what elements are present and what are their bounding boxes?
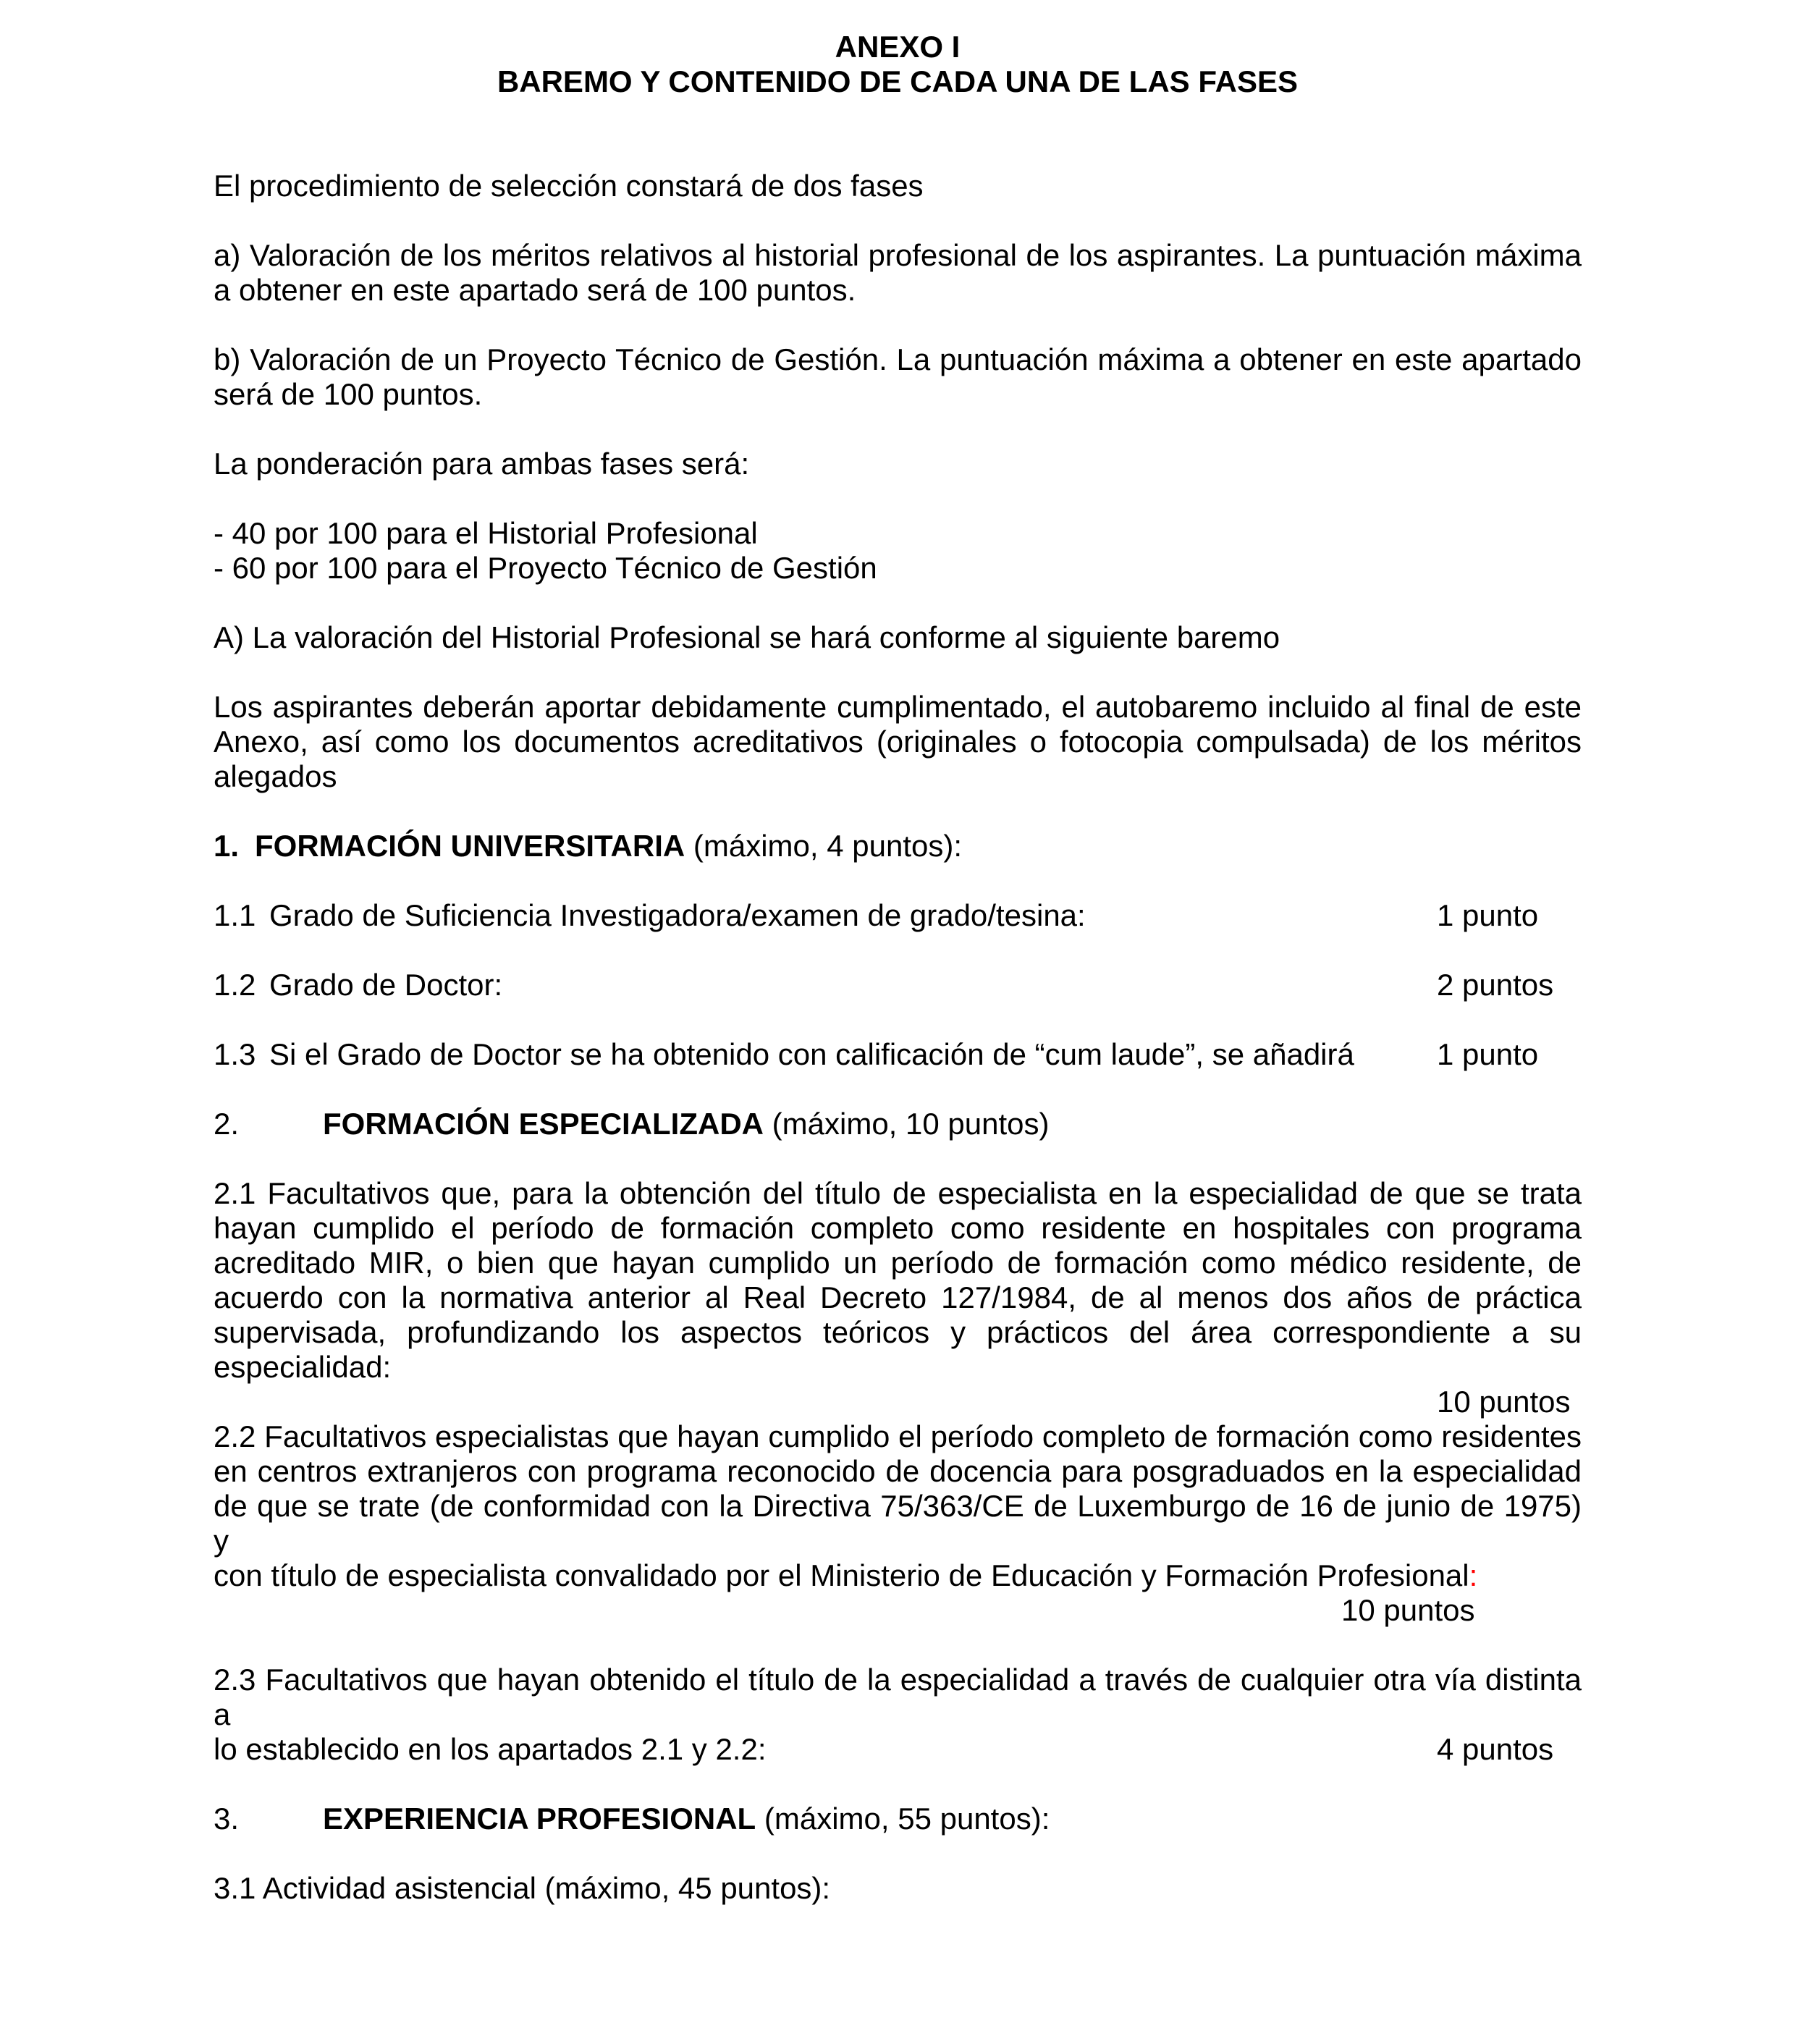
item-3-1: 3.1 Actividad asistencial (máximo, 45 puntos): (214, 1871, 831, 1905)
text-line: acreditado MIR, o bien que hayan cumplido un período de formación como médico residente, de (214, 1246, 1582, 1280)
paragraph-phase-b (214, 342, 1582, 412)
item-2-3-last-text: lo establecido en los apartados 2.1 y 2.2: (214, 1732, 767, 1766)
text-line: 2.3 Facultativos que hayan obtenido el título de la especialidad a través de cualquier otra vía distinta a (214, 1663, 1582, 1731)
item-2-3 (214, 1663, 1582, 1767)
section-1-number: 1. (214, 829, 240, 863)
item-1-2-points: 2 puntos (1437, 968, 1554, 1002)
text-line: 2.2 Facultativos especialistas que hayan cumplido el período completo de formación como residentes (214, 1419, 1582, 1453)
applicants-note (214, 690, 1582, 794)
doc-title-line-1: ANEXO I (835, 30, 961, 64)
text-line: Los aspirantes deberán aportar debidamente cumplimentado, el autobaremo incluido al final de este (214, 690, 1582, 724)
item-2-1-last-line (214, 1350, 1582, 1385)
item-2-1-points: 10 puntos (1437, 1385, 1571, 1419)
item-2-3-last-line (214, 1732, 1582, 1767)
doc-title-line-2: BAREMO Y CONTENIDO DE CADA UNA DE LAS FASES (497, 64, 1299, 98)
weighting-item-proyecto: - 60 por 100 para el Proyecto Técnico de Gestión (214, 551, 877, 585)
paragraph-phase-a (214, 238, 1582, 308)
text-line: 2.1 Facultativos que, para la obtención del título de especialista en la especialidad de que se trata (214, 1176, 1582, 1210)
item-2-2-points: 10 puntos (1341, 1593, 1475, 1627)
section-1-heading (214, 829, 1582, 863)
text-line: Anexo, así como los documentos acreditativos (originales o fotocopia compulsada) de los méritos (214, 725, 1582, 759)
item-2-2-body (214, 1419, 1582, 1558)
item-1-2-text: Grado de Doctor: (269, 968, 503, 1002)
section-2-number: 2. (214, 1107, 240, 1141)
scored-item-1-3 (214, 1037, 1582, 1072)
item-2-2 (214, 1419, 1582, 1593)
text-line: hayan cumplido el período de formación completo como residente en hospitales con programa (214, 1211, 1582, 1245)
section-3-suffix: (máximo, 55 puntos): (756, 1802, 1050, 1836)
item-1-1-points: 1 punto (1437, 898, 1539, 932)
weighting-list (214, 516, 1582, 586)
section-3-heading (214, 1802, 1582, 1836)
section-2-heading (214, 1107, 1582, 1141)
item-2-1-body (214, 1176, 1582, 1350)
item-2-1-last-text: especialidad: (214, 1350, 392, 1384)
text-line: a) Valoración de los méritos relativos al historial profesional de los aspirantes. La puntuación máxima (214, 238, 1582, 272)
item-1-2-number: 1.2 (214, 968, 256, 1002)
section-3-number: 3. (214, 1802, 240, 1836)
section-2-name: FORMACIÓN ESPECIALIZADA (323, 1107, 764, 1141)
item-1-3-text: Si el Grado de Doctor se ha obtenido con calificación de “cum laude”, se añadirá (269, 1037, 1354, 1071)
intro-paragraph: El procedimiento de selección constará de dos fases (214, 169, 924, 203)
text-line: de que se trate (de conformidad con la Directiva 75/363/CE de Luxemburgo de 16 de junio de 1975) y (214, 1489, 1582, 1558)
text-line: en centros extranjeros con programa reconocido de docencia para posgraduados en la especialidad (214, 1454, 1582, 1488)
scored-item-1-2 (214, 968, 1582, 1002)
item-1-3-number: 1.3 (214, 1037, 256, 1071)
item-1-1-text: Grado de Suficiencia Investigadora/examen de grado/tesina: (269, 898, 1086, 932)
weighting-heading: La ponderación para ambas fases será: (214, 447, 750, 481)
scored-item-1-1 (214, 898, 1582, 933)
text-line: alegados (214, 759, 337, 793)
item-2-3-points: 4 puntos (1437, 1732, 1554, 1766)
text-line: a obtener en este apartado será de 100 puntos. (214, 273, 856, 307)
section-1-suffix: (máximo, 4 puntos): (685, 829, 963, 863)
item-2-3-body (214, 1663, 1582, 1732)
valuation-note: A) La valoración del Historial Profesional se hará conforme al siguiente baremo (214, 620, 1280, 654)
section-1-name: FORMACIÓN UNIVERSITARIA (255, 829, 685, 863)
item-2-1 (214, 1176, 1582, 1385)
section-2-suffix: (máximo, 10 puntos) (764, 1107, 1050, 1141)
text-line: b) Valoración de un Proyecto Técnico de Gestión. La puntuación máxima a obtener en este apartado (214, 342, 1582, 376)
red-colon: : (1469, 1558, 1478, 1592)
item-2-2-last-line (214, 1558, 1582, 1593)
text-line: será de 100 puntos. (214, 377, 483, 411)
text-line: acuerdo con la normativa anterior al Real Decreto 127/1984, de al menos dos años de práctica (214, 1280, 1582, 1314)
item-2-2-last-text: con título de especialista convalidado por el Ministerio de Educación y Formación Profesional (214, 1558, 1469, 1592)
item-1-1-number: 1.1 (214, 898, 256, 932)
text-line: supervisada, profundizando los aspectos teóricos y prácticos del área correspondiente a su (214, 1315, 1582, 1349)
section-3-name: EXPERIENCIA PROFESIONAL (323, 1802, 756, 1836)
item-1-3-points: 1 punto (1437, 1037, 1539, 1071)
weighting-item-historial: - 40 por 100 para el Historial Profesional (214, 516, 758, 550)
